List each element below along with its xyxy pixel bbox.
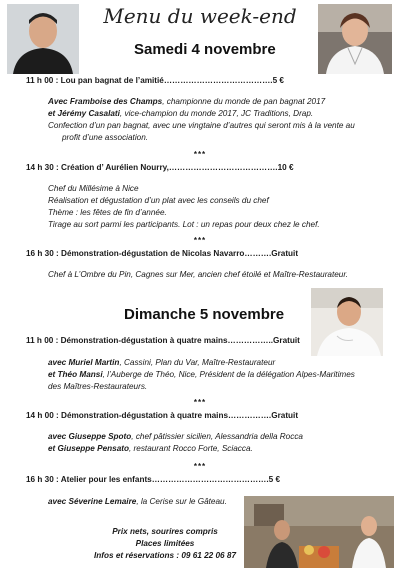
event-desc-line: avec Giuseppe Spoto, chef pâtissier sicilien, Alessandria della Rocca <box>48 432 303 441</box>
event-desc-line: et Jérémy Casalati, vice-champion du monde 2017, JC Traditions, Drap. <box>48 109 314 118</box>
event-desc-line: des Maîtres-Restaurateurs. <box>48 382 148 391</box>
event-desc-line: Chef à L’Ombre du Pin, Cagnes sur Mer, ancien chef étoilé et Maître-Restaurateur. <box>48 270 349 279</box>
event-desc-line: et Giuseppe Pensato, restaurant Rocco Forte, Sciacca. <box>48 444 253 453</box>
footer-line: Prix nets, sourires compris <box>112 527 218 536</box>
event-title: 16 h 30 : Atelier pour les enfants…………………………………….5 € <box>26 475 281 484</box>
separator: *** <box>193 236 207 245</box>
sunday-heading: Dimanche 5 novembre <box>124 306 285 323</box>
separator: *** <box>193 398 207 407</box>
chefs-group-photo <box>244 496 394 568</box>
saturday-heading: Samedi 4 novembre <box>134 41 276 58</box>
event-desc-line: avec Muriel Martin, Cassini, Plan du Var, Maître-Restaurateur <box>48 358 276 367</box>
footer-line: Places limitées <box>135 539 195 548</box>
footer-contact: Infos et réservations : 09 61 22 06 87 <box>94 551 236 560</box>
event-title: 16 h 30 : Démonstration-dégustation de Nicolas Navarro……….Gratuit <box>26 249 299 258</box>
chef-photo-sunday <box>311 288 383 356</box>
event-desc-line: Thème : les fêtes de fin d’année. <box>48 208 167 217</box>
page-title: Menu du week-end <box>103 4 297 28</box>
event-desc-line: Chef du Millésime à Nice <box>48 184 139 193</box>
event-title: 11 h 00 : Lou pan bagnat de l’amitié………………………………….5 € <box>26 76 284 85</box>
separator: *** <box>193 462 207 471</box>
event-desc-line: et Théo Mansi, l’Auberge de Théo, Nice, Président de la délégation Alpes-Maritimes <box>48 370 355 379</box>
event-title: 11 h 00 : Démonstration-dégustation à quatre mains……………..Gratuit <box>26 336 300 345</box>
event-desc-line: Tirage au sort parmi les participants. Lot : un repas pour deux chez le chef. <box>48 220 320 229</box>
event-title: 14 h 30 : Création d’ Aurélien Nourry,………………………………….10 € <box>26 163 294 172</box>
separator: *** <box>193 150 207 159</box>
event-desc-line: Avec Framboise des Champs, championne du monde de pan bagnat 2017 <box>48 97 326 106</box>
event-desc-line: avec Séverine Lemaire, la Cerise sur le Gâteau. <box>48 497 227 506</box>
event-desc-line: Confection d’un pan bagnat, avec une vingtaine d’autres qui seront mis à la vente au <box>48 121 355 130</box>
event-desc-line: profit d’une association. <box>62 133 149 142</box>
event-desc-line: Réalisation et dégustation d’un plat avec les conseils du chef <box>48 196 269 205</box>
event-title: 14 h 00 : Démonstration-dégustation à quatre mains…………….Gratuit <box>26 411 299 420</box>
